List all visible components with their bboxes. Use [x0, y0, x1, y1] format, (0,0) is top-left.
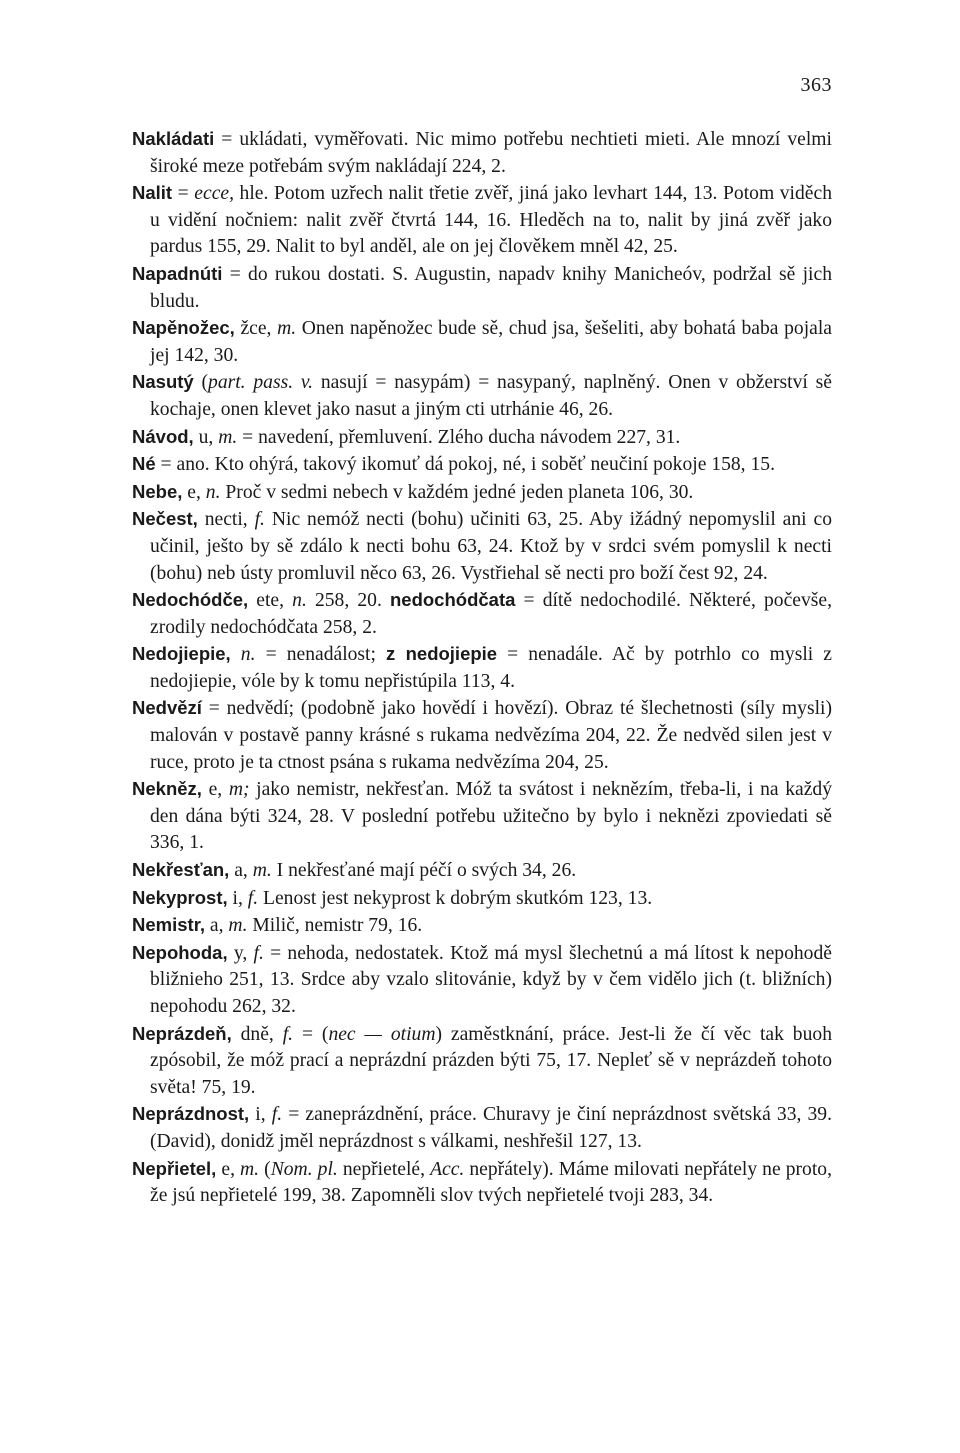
headword: Nakládati: [132, 128, 215, 149]
headword: Nebe,: [132, 480, 183, 502]
headword: Nemistr,: [132, 914, 206, 936]
headword: Neprázdeň,: [132, 1022, 232, 1044]
entry: Nalit = ecce, hle. Potom uzřech nalit třetie zvěř, jiná jako levhart 144, 13. Potom viděch u vidění nočniem: nalit zvěř čtvrtá 144, 16. Hleděch na to, nalit by jiná zvěř jako pardus 155, 29. Nalit to byl anděl, ale on jej člověkem mněl 42, 25.: [132, 182, 832, 258]
entry: Nepohoda, y, f. = nehoda, nedostatek. Ktož má mysl šlechetnú a má lítost k nepohodě bližnieho 251, 13. Srdce aby vzalo slitovánie, když by v čem vidělo jich (t. bližních) nepohodu 262, 32.: [132, 941, 832, 1017]
headword: Nepřietel,: [132, 1157, 217, 1179]
entry: Nekyprost, i, f. Lenost jest nekyprost k dobrým skutkóm 123, 13.: [132, 886, 653, 909]
headword: Nepohoda,: [132, 941, 228, 963]
entry: Napadnúti = do rukou dostati. S. Augustin, napadv knihy Manicheóv, podržal sě jich bludu.: [132, 262, 832, 312]
page-number: 363: [800, 74, 832, 96]
headword: Nekřesťan,: [132, 859, 230, 881]
headword: Né: [132, 453, 156, 475]
entry: Nemistr, a, m. Milič, nemistr 79, 16.: [132, 914, 423, 937]
headword: Nekněz,: [132, 778, 202, 800]
sub-headword: nedochódčata: [389, 589, 516, 611]
sub-headword: z nedojiepie: [386, 643, 498, 665]
headword: Nalit: [132, 182, 173, 204]
headword: Nedvězí: [132, 697, 202, 719]
entry: Nekněz, e, m; jako nemistr, nekřesťan. Móž ta svátost i neknězím, třeba-li, i na každý den dána býti 324, 28. V poslední potřebu užitečno by bylo i neknězi zpoviedati sě 336, 1.: [132, 778, 832, 854]
headword: Nečest,: [132, 508, 198, 530]
entry: Nepřietel, e, m. (Nom. pl. nepřietelé, Acc. nepřátely). Máme milovati nepřátely ne proto, že jsú nepřietelé 199, 38. Zapomněli slov tvých nepřietelé tvoji 283, 34.: [132, 1157, 832, 1207]
headword: Nedojiepie,: [132, 643, 231, 665]
dictionary-entries: [132, 126, 832, 1210]
entry: Nebe, e, n. Proč v sedmi nebech v každém jedné jeden planeta 106, 30.: [132, 480, 694, 503]
entry: Napěnožec, žce, m. Onen napěnožec bude sě, chud jsa, šešeliti, aby bohatá baba pojala jej 142, 30.: [132, 317, 832, 366]
headword: Napadnúti: [132, 262, 223, 284]
entry: Neprázdeň, dně, f. = (nec — otium) zaměstknání, práce. Jest-li že čí věc tak buoh zpósobil, že móž prací a neprázdní prázden býti 75, 17. Nepleť sě v neprázdeň tohoto světa! 75, 19.: [132, 1022, 832, 1098]
entry: Návod, u, m. = navedení, přemluvení. Zlého ducha návodem 227, 31.: [132, 425, 681, 448]
entry: Nedvězí = nedvědí; (podobně jako hovědí i hovězí). Obraz té šlechetnosti (síly mysli) malován v postavě panny krásné s rukama nedvězíma 204, 22. Že nedvěd silen jest v ruce, proto je ta ctnost psána s rukama nedvězíma 204, 25.: [132, 697, 832, 773]
headword: Nedochódče,: [132, 589, 249, 611]
entry: Né = ano. Kto ohýrá, takový ikomuť dá pokoj, né, i soběť neučiní pokoje 158, 15.: [132, 453, 775, 476]
headword: Návod,: [132, 425, 194, 447]
entry: Nedochódče, ete, n. 258, 20. nedochódčata = dítě nedochodilé. Některé, počevše, zrodily nedochódčata 258, 2.: [132, 589, 832, 638]
headword: Neprázdnost,: [132, 1103, 250, 1125]
entry: Nasutý (part. pass. v. nasují = nasypám) = nasypaný, naplněný. Onen v obžerství sě kochaje, onen klevet jako nasut a jiným cti utrhánie 46, 26.: [132, 371, 832, 420]
headword: Nekyprost,: [132, 886, 228, 908]
entry: Nedojiepie, n. = nenadálost; z nedojiepie = nenadále. Ač by potrhlo co mysli z nedojiepie, vóle by k tomu nepřistúpila 113, 4.: [132, 643, 832, 692]
entry: Nečest, necti, f. Nic nemóž necti (bohu) učiniti 63, 25. Aby ižádný nepomyslil ani co učinil, ješto by sě zdálo k necti bohu 63, 24. Ktož by v srdci svém pomyslil k necti (bohu) neb ústy promluvil něco 63, 26. Vystřiehal sě necti pro boží čest 92, 24.: [132, 508, 832, 584]
entry: Nekřesťan, a, m. I nekřesťané mají péčí o svých 34, 26.: [132, 859, 577, 882]
headword: Napěnožec,: [132, 317, 235, 339]
entry: Nakládati = ukládati, vyměřovati. Nic mimo potřebu nechtieti mieti. Ale mnozí velmi široké meze potřebám svým nakládají 224, 2.: [132, 128, 832, 177]
headword: Nasutý: [132, 371, 194, 393]
entry: Neprázdnost, i, f. = zaneprázdnění, práce. Churavy je činí neprázdnost světská 33, 39. (David), donidž jměl neprázdnost s válkami, neshřešil 127, 13.: [132, 1103, 832, 1152]
